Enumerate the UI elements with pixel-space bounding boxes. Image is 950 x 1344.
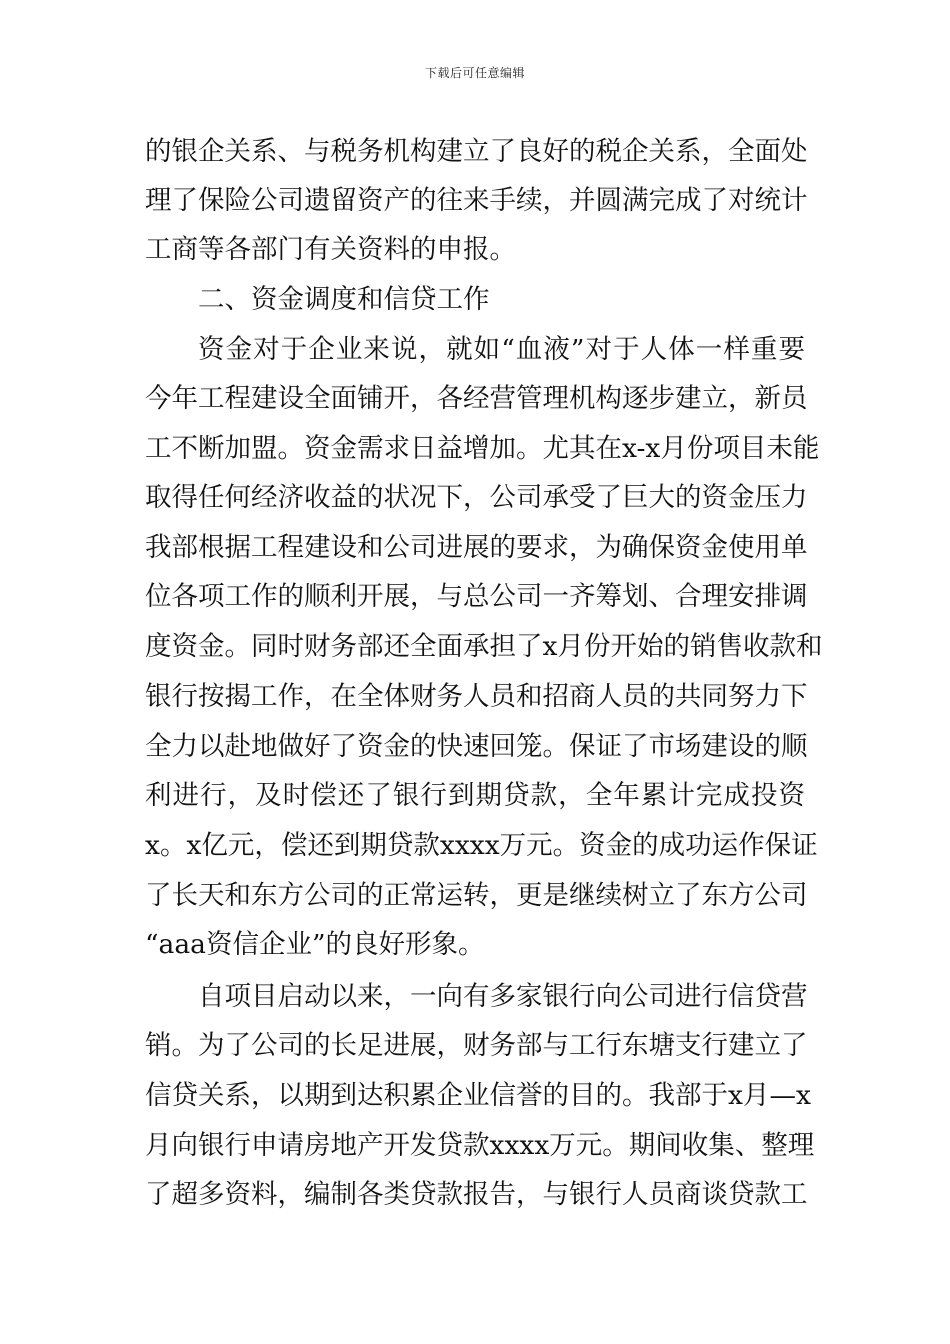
text-line: 了超多资料，编制各类贷款报告，与银行人员商谈贷款工 [145,1179,808,1210]
text-line: 我部根据工程建设和公司进展的要求，为确保资金使用单 [145,532,808,563]
text-line: 工商等各部门有关资料的申报。 [145,234,516,265]
text-line: 银行按揭工作，在全体财务人员和招商人员的共同努力下 [145,681,808,712]
section-heading: 二、资金调度和信贷工作 [198,284,490,315]
text-line: 了长天和东方公司的正常运转，更是继续树立了东方公司 [145,880,808,911]
text-line: 的银企关系、与税务机构建立了良好的税企关系，全面处 [145,136,808,167]
text-line: 月向银行申请房地产开发贷款xxxx万元。期间收集、整理 [145,1130,815,1161]
text-line: 信贷关系，以期到达积累企业信誉的目的。我部于x月—x [145,1080,811,1111]
text-line: 位各项工作的顺利开展，与总公司一齐筹划、合理安排调 [145,581,808,612]
text-line: x。x亿元，偿还到期贷款xxxx万元。资金的成功运作保证 [145,830,818,861]
text-line: 理了保险公司遗留资产的往来手续，并圆满完成了对统计 [145,185,808,216]
text-line: 度资金。同时财务部还全面承担了x月份开始的销售收款和 [145,631,823,662]
page-header: 下载后可任意编辑 [424,66,525,80]
text-line: 利进行，及时偿还了银行到期贷款，全年累计完成投资 [145,780,805,811]
text-line: “aaa资信企业”的良好形象。 [145,929,485,960]
text-line: 全力以赴地做好了资金的快速回笼。保证了市场建设的顺 [145,731,808,762]
text-line: 取得任何经济收益的状况下，公司承受了巨大的资金压力 [145,482,808,513]
text-line: 今年工程建设全面铺开，各经营管理机构逐步建立，新员 [145,383,808,414]
text-line: 工不断加盟。资金需求日益增加。尤其在x-x月份项目未能 [145,433,820,464]
text-line: 资金对于企业来说，就如“血液”对于人体一样重要 [198,334,805,365]
text-line: 自项目启动以来，一向有多家银行向公司进行信贷营 [198,981,808,1012]
text-line: 销。为了公司的长足进展，财务部与工行东塘支行建立了 [145,1030,808,1061]
